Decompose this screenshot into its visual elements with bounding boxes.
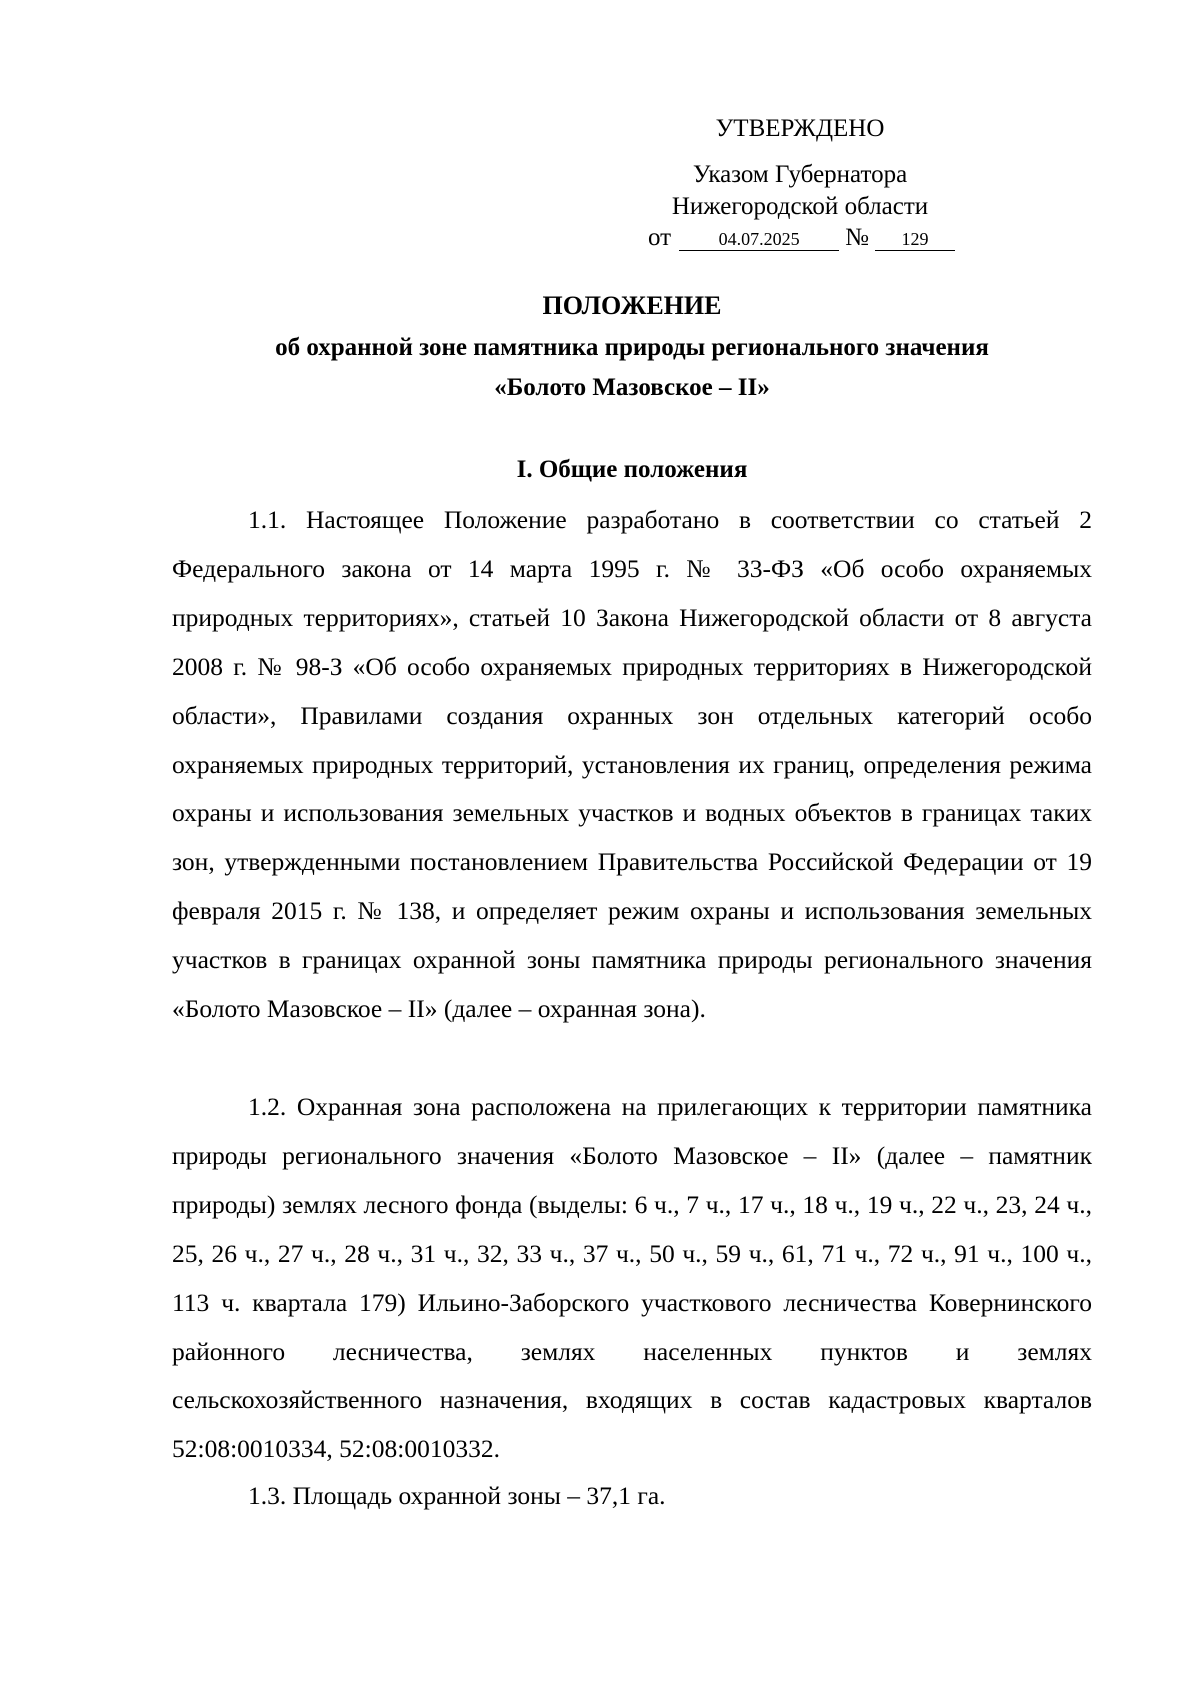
paragraph-1-2: 1.2. Охранная зона расположена на прилегающих к территории памятника природы регионального значения «Болото Мазовское – II» (далее – памятник природы) землях лесного фонда (выделы: 6 ч., 7 ч., 17 ч., 18 ч., 19 ч., 22 ч., 23, 24 ч., 25, 26 ч., 27 ч., 28 ч., 31 ч., 32, 33 ч., 37 ч., 50 ч., 59 ч., 61, 71 ч., 72 ч., 91 ч., 100 ч., 113 ч. квартала 179) Ильино-Заборского участкового лесничества Ковернинского районного лесничества, землях населенных пунктов и землях сельскохозяйственного назначения, входящих в состав кадастровых кварталов 52:08:0010334, 52:08:0010332. [172, 1092, 1092, 1464]
paragraph-1-3: 1.3. Площадь охранной зоны – 37,1 га. [248, 1481, 666, 1510]
section-heading: I. Общие положения [516, 456, 748, 483]
number-sign: № [845, 224, 869, 251]
approval-authority: Указом Губернатора [692, 161, 908, 188]
date-prefix: от [648, 224, 672, 251]
decree-number: 129 [875, 228, 955, 251]
document-title: ПОЛОЖЕНИЕ [542, 291, 722, 320]
decree-date: 04.07.2025 [679, 228, 839, 251]
approval-title: УТВЕРЖДЕНО [715, 115, 885, 142]
document-subtitle-line1: об охранной зоне памятника природы регионального значения [275, 334, 989, 361]
paragraph-1-1: 1.1. Настоящее Положение разработано в соответствии со статьей 2 Федерального закона от 14 марта 1995 г. № 33-ФЗ «Об особо охраняемых природных территориях», статьей 10 Закона Нижегородской области от 8 августа 2008 г. № 98-З «Об особо охраняемых природных территориях в Нижегородской области», Правилами создания охранных зон отдельных категорий особо охраняемых природных территорий, установления их границ, определения режима охраны и использования земельных участков и водных объектов в границах таких зон, утвержденными постановлением Правительства Российской Федерации от 19 февраля 2015 г. № 138, и определяет режим охраны и использования земельных участков в границах охранной зоны памятника природы регионального значения «Болото Мазовское – II» (далее – охранная зона). [172, 505, 1092, 1024]
document-subtitle-line2: «Болото Мазовское – II» [494, 374, 770, 401]
approval-region: Нижегородской области [671, 193, 929, 220]
approval-date-number-line [648, 222, 968, 254]
